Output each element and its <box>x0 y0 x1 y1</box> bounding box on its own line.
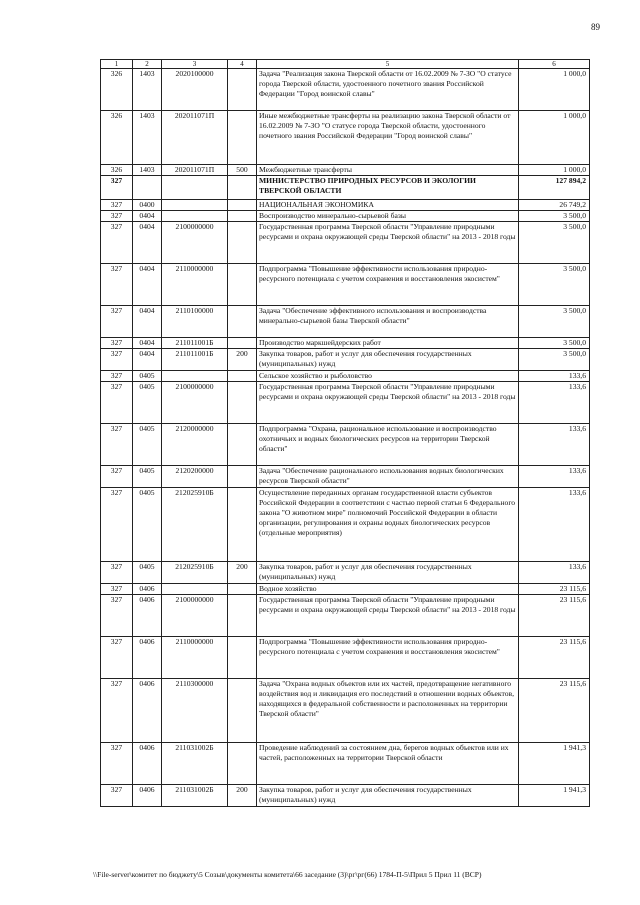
cell-target-item: 2110100000 <box>162 306 228 338</box>
table-row <box>101 306 590 338</box>
cell-expense-type <box>228 595 257 637</box>
header-cell: 1 <box>101 60 133 69</box>
cell-amount: 3 500,0 <box>519 264 590 306</box>
cell-amount: 23 115,6 <box>519 595 590 637</box>
table-row <box>101 743 590 785</box>
table-row <box>101 176 590 200</box>
cell-expense-type <box>228 743 257 785</box>
cell-expense-type <box>228 176 257 200</box>
cell-chapter: 326 <box>101 69 133 111</box>
cell-target-item: 211031002Б <box>162 785 228 807</box>
cell-description: МИНИСТЕРСТВО ПРИРОДНЫХ РЕСУРСОВ И ЭКОЛОГИИ ТВЕРСКОЙ ОБЛАСТИ <box>257 176 519 200</box>
page-number: 89 <box>591 22 600 32</box>
cell-description: Задача "Реализация закона Тверской области от 16.02.2009 № 7-ЗО "О статусе города Тверской области, удостоенного почетного звания Российской Федерации "Город воинской славы" <box>257 69 519 111</box>
cell-chapter: 327 <box>101 679 133 743</box>
cell-section: 0405 <box>133 371 162 382</box>
cell-amount: 3 500,0 <box>519 306 590 338</box>
table-row <box>101 562 590 584</box>
cell-amount: 3 500,0 <box>519 338 590 349</box>
table-row <box>101 382 590 424</box>
cell-section: 0404 <box>133 338 162 349</box>
file-path-footer: \\File-server\комитет по бюджету\5 Созыв\документы комитета\66 заседание (3)\рг\рг(66) 1784-П-5\Прил 5 Прил 11 (ВСР) <box>93 870 482 879</box>
cell-chapter: 327 <box>101 562 133 584</box>
cell-target-item <box>162 211 228 222</box>
cell-target-item: 2100000000 <box>162 595 228 637</box>
cell-expense-type <box>228 264 257 306</box>
header-cell: 2 <box>133 60 162 69</box>
cell-amount: 3 500,0 <box>519 222 590 264</box>
cell-section: 0400 <box>133 200 162 211</box>
header-cell: 6 <box>519 60 590 69</box>
cell-target-item <box>162 200 228 211</box>
cell-section: 0406 <box>133 637 162 679</box>
cell-expense-type <box>228 211 257 222</box>
cell-chapter: 326 <box>101 111 133 165</box>
cell-expense-type <box>228 371 257 382</box>
cell-description: Задача "Обеспечение эффективного использования и воспроизводства минерально-сырьевой базы Тверской области" <box>257 306 519 338</box>
table-row <box>101 338 590 349</box>
table-row <box>101 349 590 371</box>
cell-section: 0405 <box>133 382 162 424</box>
cell-chapter: 327 <box>101 176 133 200</box>
cell-description: Подпрограмма "Охрана, рациональное использование и воспроизводство охотничьих и водных биологических ресурсов на территории Тверской области" <box>257 424 519 466</box>
cell-amount: 1 000,0 <box>519 111 590 165</box>
cell-chapter: 327 <box>101 743 133 785</box>
cell-section: 0405 <box>133 466 162 488</box>
cell-section: 0406 <box>133 785 162 807</box>
cell-section: 1403 <box>133 69 162 111</box>
table-header-row <box>101 60 590 69</box>
cell-chapter: 327 <box>101 349 133 371</box>
cell-amount: 133,6 <box>519 382 590 424</box>
cell-expense-type <box>228 424 257 466</box>
cell-chapter: 326 <box>101 165 133 176</box>
cell-chapter: 327 <box>101 785 133 807</box>
cell-description: Государственная программа Тверской области "Управление природными ресурсами и охрана окружающей среды Тверской области" на 2013 - 2018 годы <box>257 595 519 637</box>
cell-chapter: 327 <box>101 584 133 595</box>
cell-section: 0404 <box>133 306 162 338</box>
cell-description: Закупка товаров, работ и услуг для обеспечения государственных (муниципальных) нужд <box>257 785 519 807</box>
cell-section: 0406 <box>133 743 162 785</box>
cell-target-item <box>162 176 228 200</box>
cell-expense-type: 500 <box>228 165 257 176</box>
cell-chapter: 327 <box>101 211 133 222</box>
cell-amount: 1 941,3 <box>519 743 590 785</box>
cell-expense-type <box>228 637 257 679</box>
cell-expense-type <box>228 679 257 743</box>
cell-amount: 23 115,6 <box>519 584 590 595</box>
cell-section: 1403 <box>133 111 162 165</box>
table-row <box>101 785 590 807</box>
cell-target-item: 211011001Б <box>162 349 228 371</box>
table-row <box>101 69 590 111</box>
table-row <box>101 200 590 211</box>
cell-chapter: 327 <box>101 338 133 349</box>
cell-target-item: 2100000000 <box>162 382 228 424</box>
cell-section: 1403 <box>133 165 162 176</box>
table-row <box>101 211 590 222</box>
cell-expense-type: 200 <box>228 349 257 371</box>
cell-expense-type <box>228 306 257 338</box>
cell-description: Задача "Обеспечение рационального использования водных биологических ресурсов Тверской области" <box>257 466 519 488</box>
cell-description: Производство маркшейдерских работ <box>257 338 519 349</box>
cell-chapter: 327 <box>101 466 133 488</box>
table-row <box>101 222 590 264</box>
table-row <box>101 111 590 165</box>
cell-section <box>133 176 162 200</box>
cell-amount: 23 115,6 <box>519 679 590 743</box>
cell-amount: 133,6 <box>519 424 590 466</box>
cell-description: НАЦИОНАЛЬНАЯ ЭКОНОМИКА <box>257 200 519 211</box>
cell-expense-type <box>228 222 257 264</box>
cell-chapter: 327 <box>101 222 133 264</box>
cell-expense-type: 200 <box>228 785 257 807</box>
cell-description: Водное хозяйство <box>257 584 519 595</box>
cell-amount: 1 000,0 <box>519 69 590 111</box>
cell-target-item <box>162 584 228 595</box>
cell-description: Иные межбюджетные трансферты на реализацию закона Тверской области от 16.02.2009 № 7-ЗО "О статусе города Тверской области, удостоенного почетного звания Российской Федерации "Город воинской славы" <box>257 111 519 165</box>
cell-amount: 1 941,3 <box>519 785 590 807</box>
cell-amount: 3 500,0 <box>519 211 590 222</box>
budget-table <box>100 59 590 807</box>
header-cell: 3 <box>162 60 228 69</box>
table-row <box>101 679 590 743</box>
cell-description: Осуществление переданных органам государственной власти субъектов Российской Федерации в соответствии с частью первой статьи 6 Федерального закона "О животном мире" полномочий Российской Федерации в области организации, регулирования и охраны водных биологических ресурсов (отдельные мероприятия) <box>257 488 519 562</box>
table-row <box>101 424 590 466</box>
cell-chapter: 327 <box>101 382 133 424</box>
header-cell: 4 <box>228 60 257 69</box>
cell-expense-type <box>228 200 257 211</box>
cell-target-item: 211011001Б <box>162 338 228 349</box>
cell-chapter: 327 <box>101 637 133 679</box>
cell-target-item <box>162 371 228 382</box>
cell-expense-type: 200 <box>228 562 257 584</box>
cell-chapter: 327 <box>101 371 133 382</box>
cell-amount: 133,6 <box>519 371 590 382</box>
cell-section: 0404 <box>133 349 162 371</box>
cell-target-item: 211031002Б <box>162 743 228 785</box>
cell-amount: 3 500,0 <box>519 349 590 371</box>
cell-amount: 127 894,2 <box>519 176 590 200</box>
cell-expense-type <box>228 69 257 111</box>
cell-chapter: 327 <box>101 264 133 306</box>
cell-description: Подпрограмма "Повышение эффективности использования природно-ресурсного потенциала с учетом сохранения и восстановления экосистем" <box>257 637 519 679</box>
cell-amount: 133,6 <box>519 562 590 584</box>
cell-chapter: 327 <box>101 306 133 338</box>
cell-target-item: 2100000000 <box>162 222 228 264</box>
cell-section: 0406 <box>133 584 162 595</box>
cell-description: Закупка товаров, работ и услуг для обеспечения государственных (муниципальных) нужд <box>257 562 519 584</box>
table-row <box>101 264 590 306</box>
table-row <box>101 371 590 382</box>
cell-target-item: 2110000000 <box>162 637 228 679</box>
cell-expense-type <box>228 466 257 488</box>
cell-section: 0405 <box>133 424 162 466</box>
cell-description: Государственная программа Тверской области "Управление природными ресурсами и охрана окружающей среды Тверской области" на 2013 - 2018 годы <box>257 382 519 424</box>
cell-amount: 133,6 <box>519 466 590 488</box>
cell-amount: 23 115,6 <box>519 637 590 679</box>
cell-target-item: 2110000000 <box>162 264 228 306</box>
cell-description: Проведение наблюдений за состоянием дна, берегов водных объектов или их частей, расположенных на территории Тверской области <box>257 743 519 785</box>
table-row <box>101 637 590 679</box>
cell-chapter: 327 <box>101 424 133 466</box>
cell-section: 0404 <box>133 222 162 264</box>
cell-section: 0404 <box>133 264 162 306</box>
table-row <box>101 584 590 595</box>
header-cell: 5 <box>257 60 519 69</box>
cell-target-item: 2110300000 <box>162 679 228 743</box>
cell-target-item: 202011071П <box>162 165 228 176</box>
cell-expense-type <box>228 111 257 165</box>
table-row <box>101 488 590 562</box>
cell-chapter: 327 <box>101 200 133 211</box>
cell-target-item: 212025910Б <box>162 562 228 584</box>
cell-target-item: 2120200000 <box>162 466 228 488</box>
cell-section: 0405 <box>133 488 162 562</box>
cell-section: 0406 <box>133 595 162 637</box>
cell-section: 0406 <box>133 679 162 743</box>
cell-section: 0404 <box>133 211 162 222</box>
cell-description: Задача "Охрана водных объектов или их частей, предотвращение негативного воздействия вод и ликвидация его последствий в отношении водных объектов, находящихся в федеральной собственности и расположенных на территории Тверской области" <box>257 679 519 743</box>
cell-target-item: 212025910Б <box>162 488 228 562</box>
cell-amount: 26 749,2 <box>519 200 590 211</box>
cell-expense-type <box>228 382 257 424</box>
cell-chapter: 327 <box>101 595 133 637</box>
cell-target-item: 2120000000 <box>162 424 228 466</box>
cell-amount: 133,6 <box>519 488 590 562</box>
cell-chapter: 327 <box>101 488 133 562</box>
cell-description: Закупка товаров, работ и услуг для обеспечения государственных (муниципальных) нужд <box>257 349 519 371</box>
cell-target-item: 202011071П <box>162 111 228 165</box>
cell-expense-type <box>228 338 257 349</box>
cell-description: Сельское хозяйство и рыболовство <box>257 371 519 382</box>
cell-description: Межбюджетные трансферты <box>257 165 519 176</box>
table-row <box>101 466 590 488</box>
cell-expense-type <box>228 584 257 595</box>
cell-expense-type <box>228 488 257 562</box>
table-row <box>101 165 590 176</box>
cell-target-item: 2020100000 <box>162 69 228 111</box>
cell-description: Государственная программа Тверской области "Управление природными ресурсами и охрана окружающей среды Тверской области" на 2013 - 2018 годы <box>257 222 519 264</box>
cell-description: Подпрограмма "Повышение эффективности использования природно-ресурсного потенциала с учетом сохранения и восстановления экосистем" <box>257 264 519 306</box>
cell-section: 0405 <box>133 562 162 584</box>
cell-description: Воспроизводство минерально-сырьевой базы <box>257 211 519 222</box>
table-body <box>101 60 590 807</box>
cell-amount: 1 000,0 <box>519 165 590 176</box>
table-row <box>101 595 590 637</box>
